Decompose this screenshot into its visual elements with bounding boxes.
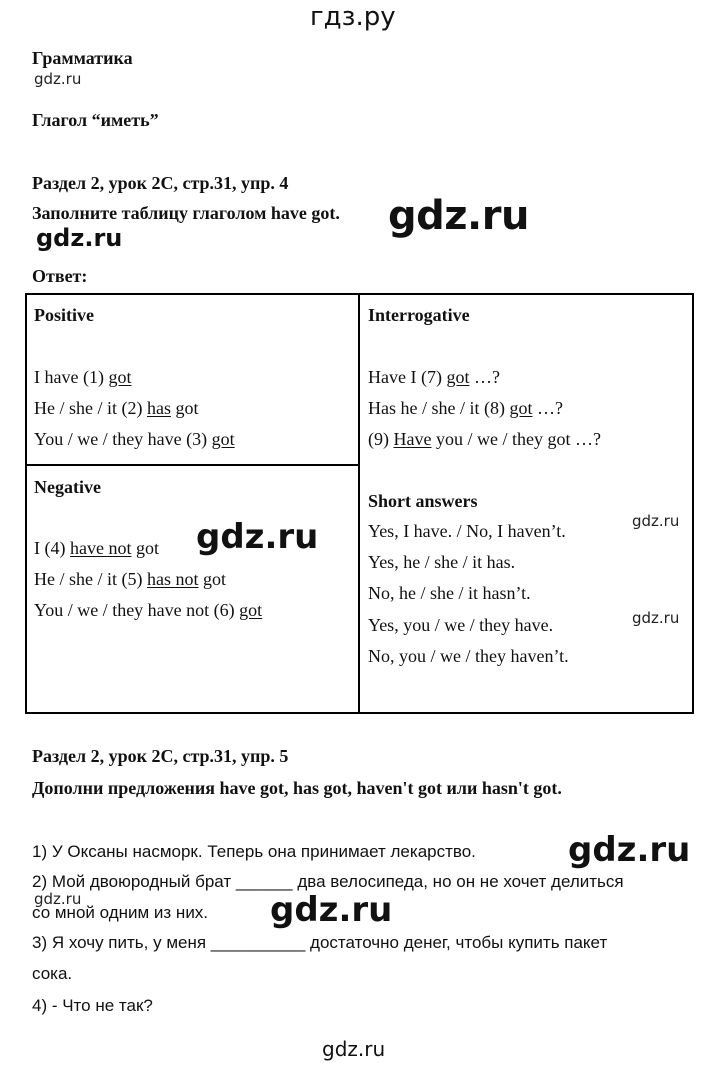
interrogative-line-1: Have I (7) got …?: [368, 367, 500, 387]
answer-label: Ответ:: [32, 266, 88, 286]
watermark-medium: gdz.ru: [36, 224, 123, 252]
negative-heading: Negative: [34, 477, 101, 497]
interrogative-line-2: Has he / she / it (8) got …?: [368, 398, 563, 418]
watermark-large: gdz.ru: [388, 193, 529, 239]
positive-line-3: You / we / they have (3) got: [34, 429, 235, 449]
negative-line-1: I (4) have not got: [34, 538, 159, 558]
exercise5-item-2-cont: со мной одним из них.: [32, 903, 209, 922]
exercise5-instruction: Дополни предложения have got, has got, haven't got или hasn't got.: [32, 778, 562, 798]
watermark-ex5-small: gdz.ru: [34, 890, 82, 908]
exercise5-item-3-cont: сока.: [32, 964, 73, 983]
watermark-footer: gdz.ru: [322, 1037, 386, 1061]
topic-heading: Глагол “иметь”: [32, 110, 159, 130]
exercise5-ref: Раздел 2, урок 2C, стр.31, упр. 5: [32, 746, 289, 766]
short-answer-1: Yes, I have. / No, I haven’t.: [368, 521, 566, 541]
table-middle-divider: [358, 293, 360, 714]
interrogative-heading: Interrogative: [368, 305, 470, 325]
table-left-row-divider: [25, 464, 359, 466]
short-answer-2: Yes, he / she / it has.: [368, 552, 516, 572]
negative-line-2: He / she / it (5) has not got: [34, 569, 226, 589]
watermark-small: gdz.ru: [34, 70, 82, 88]
exercise5-item-1: 1) У Оксаны насморк. Теперь она принимает лекарство.: [32, 842, 476, 861]
short-answer-5: No, you / we / they haven’t.: [368, 646, 569, 666]
negative-line-3: You / we / they have not (6) got: [34, 600, 263, 620]
watermark-cell-1: gdz.ru: [632, 512, 680, 530]
interrogative-line-3: (9) Have you / we / they got …?: [368, 429, 601, 449]
positive-line-1: I have (1) got: [34, 367, 132, 387]
short-answer-3: No, he / she / it hasn’t.: [368, 583, 531, 603]
exercise5-item-4: 4) - Что не так?: [32, 996, 153, 1015]
positive-line-2: He / she / it (2) has got: [34, 398, 199, 418]
exercise5-item-3: 3) Я хочу пить, у меня __________ достаточно денег, чтобы купить пакет: [32, 933, 608, 952]
watermark-ex5-2: gdz.ru: [270, 890, 393, 930]
short-answers-heading: Short answers: [368, 491, 478, 511]
table-right-border: [692, 293, 694, 714]
table-left-border: [25, 293, 27, 714]
exercise4-ref: Раздел 2, урок 2C, стр.31, упр. 4: [32, 173, 289, 193]
watermark-cell-2: gdz.ru: [632, 609, 680, 627]
positive-heading: Positive: [34, 305, 94, 325]
short-answer-4: Yes, you / we / they have.: [368, 615, 554, 635]
watermark-ex5-1: gdz.ru: [568, 830, 691, 870]
watermark-table: gdz.ru: [196, 517, 319, 557]
exercise4-instruction: Заполните таблицу глаголом have got.: [32, 203, 340, 223]
site-title: гдз.ру: [310, 2, 396, 32]
section-heading: Грамматика: [32, 48, 133, 68]
exercise5-item-2: 2) Мой двоюродный брат ______ два велосипеда, но он не хочет делиться: [32, 872, 624, 891]
